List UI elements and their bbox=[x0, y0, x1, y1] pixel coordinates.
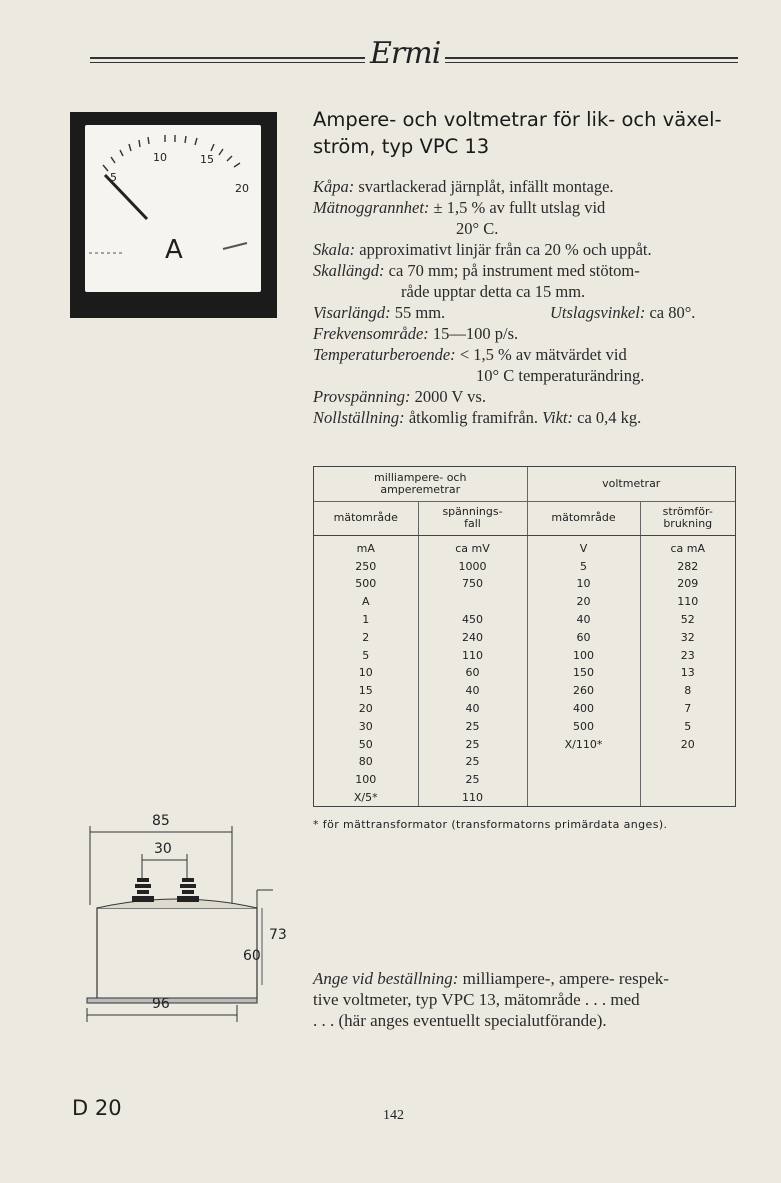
spec-skala: Skala: approximativt linjär från ca 20 % och uppåt. bbox=[313, 240, 652, 259]
table-cell: 1000 bbox=[418, 557, 527, 575]
dim-96: 96 bbox=[152, 996, 170, 1012]
header-group-ampere: milliampere- och amperemetrar bbox=[314, 467, 527, 501]
header-spanningsfall: spännings- fall bbox=[418, 501, 527, 535]
table-row bbox=[314, 753, 735, 771]
spec-temp: Temperaturberoende: < 1,5 % av mätvärdet vid bbox=[313, 345, 627, 364]
table-cell bbox=[527, 771, 640, 789]
table-footnote: * för mättransformator (transformatorns primärdata anges). bbox=[313, 818, 668, 831]
table-cell bbox=[640, 753, 735, 771]
meter-unit-label: A bbox=[165, 235, 183, 265]
title-line-1: Ampere- och voltmetrar för lik- och växel- bbox=[313, 108, 722, 131]
table-row bbox=[314, 646, 735, 664]
table-cell: 23 bbox=[680, 648, 695, 662]
table-cell: V bbox=[527, 535, 640, 557]
table-cell: 60 bbox=[418, 664, 527, 682]
table-cell: 52 bbox=[680, 613, 695, 627]
table-cell: 80 bbox=[314, 753, 418, 771]
header-matomrade: mätområde bbox=[314, 501, 418, 535]
meter-photo bbox=[70, 112, 277, 318]
table-row bbox=[314, 557, 735, 575]
table-cell: 5 bbox=[314, 646, 418, 664]
table-cell: 25 bbox=[418, 717, 527, 735]
spec-visarlangd-row bbox=[313, 302, 753, 323]
dim-73: 73 bbox=[269, 927, 287, 943]
table-cell: 13 bbox=[680, 666, 695, 680]
dim-30: 30 bbox=[154, 841, 172, 857]
table-cell: 15 bbox=[314, 682, 418, 700]
dim-60: 60 bbox=[243, 948, 261, 964]
page-title bbox=[313, 106, 773, 160]
table-row bbox=[314, 664, 735, 682]
order-line-1: Ange vid beställning: milliampere-, ampere- respek- bbox=[313, 969, 669, 988]
dial-label-5: 5 bbox=[110, 171, 117, 184]
table-cell: X/110* bbox=[527, 735, 640, 753]
spec-visarlangd: Visarlängd: 55 mm. bbox=[313, 303, 446, 322]
section-code: D 20 bbox=[72, 1096, 122, 1120]
table-cell bbox=[527, 789, 640, 807]
header-rule-right-1 bbox=[445, 57, 738, 59]
table-cell: 10 bbox=[527, 575, 640, 593]
table-cell: 240 bbox=[418, 628, 527, 646]
dial-label-20: 20 bbox=[235, 182, 249, 195]
header-rule-right-2 bbox=[445, 62, 738, 63]
brand-logo: Ermi bbox=[370, 36, 441, 71]
spec-skallangd: Skallängd: ca 70 mm; på instrument med stötom- bbox=[313, 261, 640, 280]
spec-noggrannhet-cont: 20° C. bbox=[456, 219, 499, 238]
title-line-2: ström, typ VPC 13 bbox=[313, 135, 490, 158]
table-cell: 25 bbox=[418, 753, 527, 771]
table-row bbox=[314, 611, 735, 629]
table-cell: 25 bbox=[418, 771, 527, 789]
table-cell: 150 bbox=[527, 664, 640, 682]
table-cell: 20 bbox=[680, 737, 695, 751]
table-cell bbox=[640, 789, 735, 807]
header-group-volt: voltmetrar bbox=[527, 467, 735, 501]
table-cell: 7 bbox=[684, 702, 692, 716]
table-row bbox=[314, 628, 735, 646]
table-row bbox=[314, 717, 735, 735]
dimension-drawing bbox=[82, 810, 302, 1025]
table-cell: 250 bbox=[314, 557, 418, 575]
table-cell: 100 bbox=[527, 646, 640, 664]
table-cell: 500 bbox=[314, 575, 418, 593]
table-cell bbox=[640, 771, 735, 789]
order-line-3: . . . (här anges eventuellt specialutförande). bbox=[313, 1011, 607, 1030]
table-cell: 40 bbox=[418, 700, 527, 718]
order-line-2: tive voltmeter, typ VPC 13, mätområde . . . med bbox=[313, 990, 640, 1009]
table-cell: 32 bbox=[680, 630, 695, 644]
table-cell: mA bbox=[314, 535, 418, 557]
table-cell: 5 bbox=[527, 557, 640, 575]
table-cell: 2 bbox=[314, 628, 418, 646]
table-cell: 500 bbox=[527, 717, 640, 735]
table-row bbox=[314, 700, 735, 718]
dimension-lines bbox=[82, 810, 302, 1025]
table-cell: 50 bbox=[314, 735, 418, 753]
spec-list bbox=[313, 176, 753, 428]
table-cell: 1 bbox=[314, 611, 418, 629]
spec-prov: Provspänning: 2000 V vs. bbox=[313, 387, 486, 406]
table-cell bbox=[418, 593, 527, 611]
table-cell: 100 bbox=[314, 771, 418, 789]
table-cell: 20 bbox=[314, 700, 418, 718]
header-rule-left-1 bbox=[90, 57, 365, 59]
table-cell: 110 bbox=[418, 789, 527, 807]
meter-face bbox=[85, 125, 261, 292]
table-row bbox=[314, 789, 735, 807]
dial-label-10: 10 bbox=[153, 151, 167, 164]
meter-dial-graphic bbox=[85, 125, 261, 292]
spec-skallangd-cont: råde upptar detta ca 15 mm. bbox=[401, 282, 586, 301]
table-cell: 60 bbox=[527, 628, 640, 646]
table-cell: 110 bbox=[418, 646, 527, 664]
dial-label-15: 15 bbox=[200, 153, 214, 166]
table-cell: 30 bbox=[314, 717, 418, 735]
page-number: 142 bbox=[383, 1108, 404, 1123]
table-cell: ca mA bbox=[670, 541, 706, 555]
table-cell bbox=[527, 753, 640, 771]
spec-noll: Nollställning: åtkomlig framifrån. Vikt: ca 0,4 kg. bbox=[313, 408, 642, 427]
table-cell: X/5* bbox=[314, 789, 418, 807]
table-cell: 20 bbox=[527, 593, 640, 611]
order-info bbox=[313, 968, 743, 1031]
table-cell: 5 bbox=[684, 719, 692, 733]
spec-kapa: Kåpa: svartlackerad järnplåt, infällt montage. bbox=[313, 177, 614, 196]
table-cell: 209 bbox=[677, 577, 699, 591]
table-cell: 110 bbox=[677, 595, 699, 609]
table-row bbox=[314, 593, 735, 611]
range-table bbox=[313, 466, 736, 807]
terminal-right bbox=[177, 878, 199, 902]
spec-frekvens: Frekvensområde: 15—100 p/s. bbox=[313, 324, 519, 343]
table-cell: 450 bbox=[418, 611, 527, 629]
table-cell: 10 bbox=[314, 664, 418, 682]
table-cell: 282 bbox=[677, 559, 699, 573]
table-cell: A bbox=[314, 593, 418, 611]
spec-noggrannhet: Mätnoggrannhet: ± 1,5 % av fullt utslag vid bbox=[313, 198, 606, 217]
dim-85: 85 bbox=[152, 813, 170, 829]
table-row bbox=[314, 682, 735, 700]
table-row bbox=[314, 735, 735, 753]
terminal-left bbox=[132, 878, 154, 902]
table-row bbox=[314, 535, 735, 557]
header-matomrade-volt: mätområde bbox=[527, 501, 640, 535]
spec-temp-cont: 10° C temperaturändring. bbox=[476, 366, 645, 385]
table-row bbox=[314, 575, 735, 593]
table-cell: 750 bbox=[418, 575, 527, 593]
spec-utslagsvinkel: Utslagsvinkel: ca 80°. bbox=[550, 303, 696, 322]
header-stromforbrukning: strömför- brukning bbox=[640, 501, 735, 535]
table-cell: 25 bbox=[418, 735, 527, 753]
table-cell: 400 bbox=[527, 700, 640, 718]
header-rule-left-2 bbox=[90, 62, 365, 63]
table-body bbox=[314, 535, 735, 806]
table-cell: ca mV bbox=[418, 535, 527, 557]
table-row bbox=[314, 771, 735, 789]
table-cell: 40 bbox=[418, 682, 527, 700]
table-cell: 260 bbox=[527, 682, 640, 700]
table-cell: 8 bbox=[684, 684, 692, 698]
table-cell: 40 bbox=[527, 611, 640, 629]
